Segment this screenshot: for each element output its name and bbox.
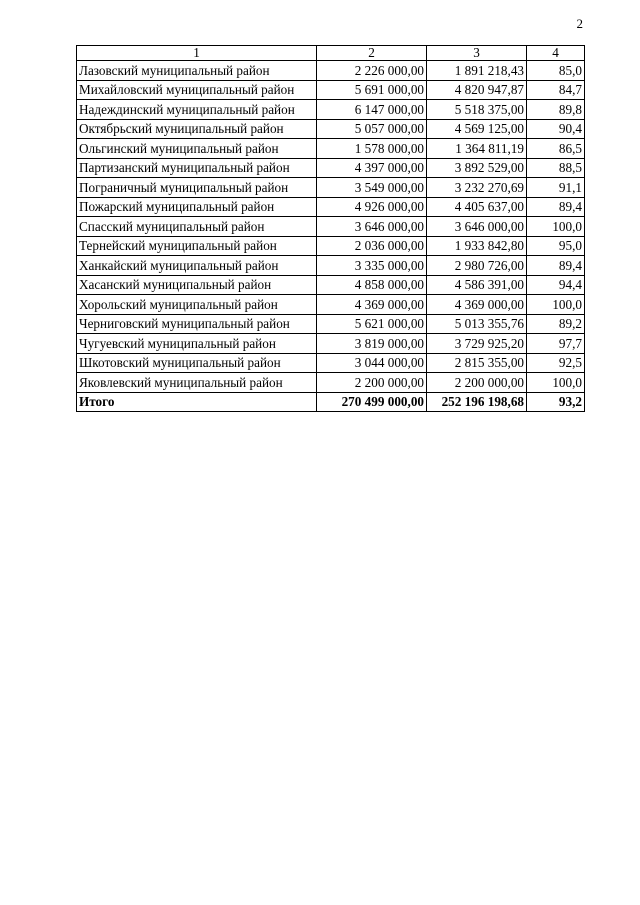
percent: 95,0 [527, 236, 585, 256]
actual-amount: 4 405 637,00 [427, 197, 527, 217]
table-row [77, 178, 585, 198]
table-row [77, 61, 585, 81]
planned-amount: 1 578 000,00 [317, 139, 427, 159]
percent: 94,4 [527, 275, 585, 295]
actual-amount: 2 200 000,00 [427, 373, 527, 393]
percent: 90,4 [527, 119, 585, 139]
planned-amount: 3 646 000,00 [317, 217, 427, 237]
percent: 100,0 [527, 217, 585, 237]
table-row [77, 197, 585, 217]
actual-amount: 3 232 270,69 [427, 178, 527, 198]
table-row [77, 295, 585, 315]
planned-amount: 4 926 000,00 [317, 197, 427, 217]
planned-amount: 5 691 000,00 [317, 80, 427, 100]
total-percent: 93,2 [527, 392, 585, 412]
district-name: Ханкайский муниципальный район [77, 256, 317, 276]
actual-amount: 5 013 355,76 [427, 314, 527, 334]
table-row [77, 275, 585, 295]
table-row [77, 353, 585, 373]
district-name: Ольгинский муниципальный район [77, 139, 317, 159]
column-header-1: 1 [77, 46, 317, 61]
header-row [77, 46, 585, 61]
percent: 92,5 [527, 353, 585, 373]
percent: 100,0 [527, 295, 585, 315]
district-name: Черниговский муниципальный район [77, 314, 317, 334]
district-name: Хасанский муниципальный район [77, 275, 317, 295]
district-name: Спасский муниципальный район [77, 217, 317, 237]
planned-amount: 4 858 000,00 [317, 275, 427, 295]
percent: 84,7 [527, 80, 585, 100]
district-name: Партизанский муниципальный район [77, 158, 317, 178]
column-header-2: 2 [317, 46, 427, 61]
district-name: Михайловский муниципальный район [77, 80, 317, 100]
percent: 89,8 [527, 100, 585, 120]
percent: 89,4 [527, 256, 585, 276]
district-name: Октябрьский муниципальный район [77, 119, 317, 139]
planned-amount: 4 369 000,00 [317, 295, 427, 315]
actual-amount: 2 815 355,00 [427, 353, 527, 373]
district-name: Пожарский муниципальный район [77, 197, 317, 217]
actual-amount: 4 369 000,00 [427, 295, 527, 315]
percent: 88,5 [527, 158, 585, 178]
percent: 97,7 [527, 334, 585, 354]
district-name: Хорольский муниципальный район [77, 295, 317, 315]
total-planned: 270 499 000,00 [317, 392, 427, 412]
district-name: Надеждинский муниципальный район [77, 100, 317, 120]
actual-amount: 2 980 726,00 [427, 256, 527, 276]
district-name: Пограничный муниципальный район [77, 178, 317, 198]
actual-amount: 3 892 529,00 [427, 158, 527, 178]
table-row [77, 217, 585, 237]
percent: 89,2 [527, 314, 585, 334]
table-row [77, 158, 585, 178]
district-name: Яковлевский муниципальный район [77, 373, 317, 393]
actual-amount: 4 586 391,00 [427, 275, 527, 295]
data-table [76, 45, 585, 412]
actual-amount: 3 646 000,00 [427, 217, 527, 237]
planned-amount: 2 226 000,00 [317, 61, 427, 81]
table-row [77, 139, 585, 159]
percent: 91,1 [527, 178, 585, 198]
district-name: Лазовский муниципальный район [77, 61, 317, 81]
table-row [77, 373, 585, 393]
district-name: Чугуевский муниципальный район [77, 334, 317, 354]
actual-amount: 4 820 947,87 [427, 80, 527, 100]
table-row [77, 236, 585, 256]
table-row [77, 314, 585, 334]
planned-amount: 2 036 000,00 [317, 236, 427, 256]
table-row [77, 334, 585, 354]
district-name: Тернейский муниципальный район [77, 236, 317, 256]
total-row [77, 392, 585, 412]
percent: 89,4 [527, 197, 585, 217]
actual-amount: 3 729 925,20 [427, 334, 527, 354]
page-number: 2 [576, 16, 583, 31]
table-body [77, 61, 585, 393]
column-header-3: 3 [427, 46, 527, 61]
percent: 85,0 [527, 61, 585, 81]
table-row [77, 119, 585, 139]
table-row [77, 80, 585, 100]
actual-amount: 1 891 218,43 [427, 61, 527, 81]
table-row [77, 100, 585, 120]
planned-amount: 3 819 000,00 [317, 334, 427, 354]
planned-amount: 3 044 000,00 [317, 353, 427, 373]
planned-amount: 3 549 000,00 [317, 178, 427, 198]
table-row [77, 256, 585, 276]
actual-amount: 1 364 811,19 [427, 139, 527, 159]
actual-amount: 4 569 125,00 [427, 119, 527, 139]
planned-amount: 6 147 000,00 [317, 100, 427, 120]
planned-amount: 5 621 000,00 [317, 314, 427, 334]
total-label: Итого [77, 392, 317, 412]
total-actual: 252 196 198,68 [427, 392, 527, 412]
column-header-4: 4 [527, 46, 585, 61]
planned-amount: 2 200 000,00 [317, 373, 427, 393]
percent: 86,5 [527, 139, 585, 159]
planned-amount: 4 397 000,00 [317, 158, 427, 178]
percent: 100,0 [527, 373, 585, 393]
planned-amount: 5 057 000,00 [317, 119, 427, 139]
planned-amount: 3 335 000,00 [317, 256, 427, 276]
actual-amount: 5 518 375,00 [427, 100, 527, 120]
actual-amount: 1 933 842,80 [427, 236, 527, 256]
district-name: Шкотовский муниципальный район [77, 353, 317, 373]
